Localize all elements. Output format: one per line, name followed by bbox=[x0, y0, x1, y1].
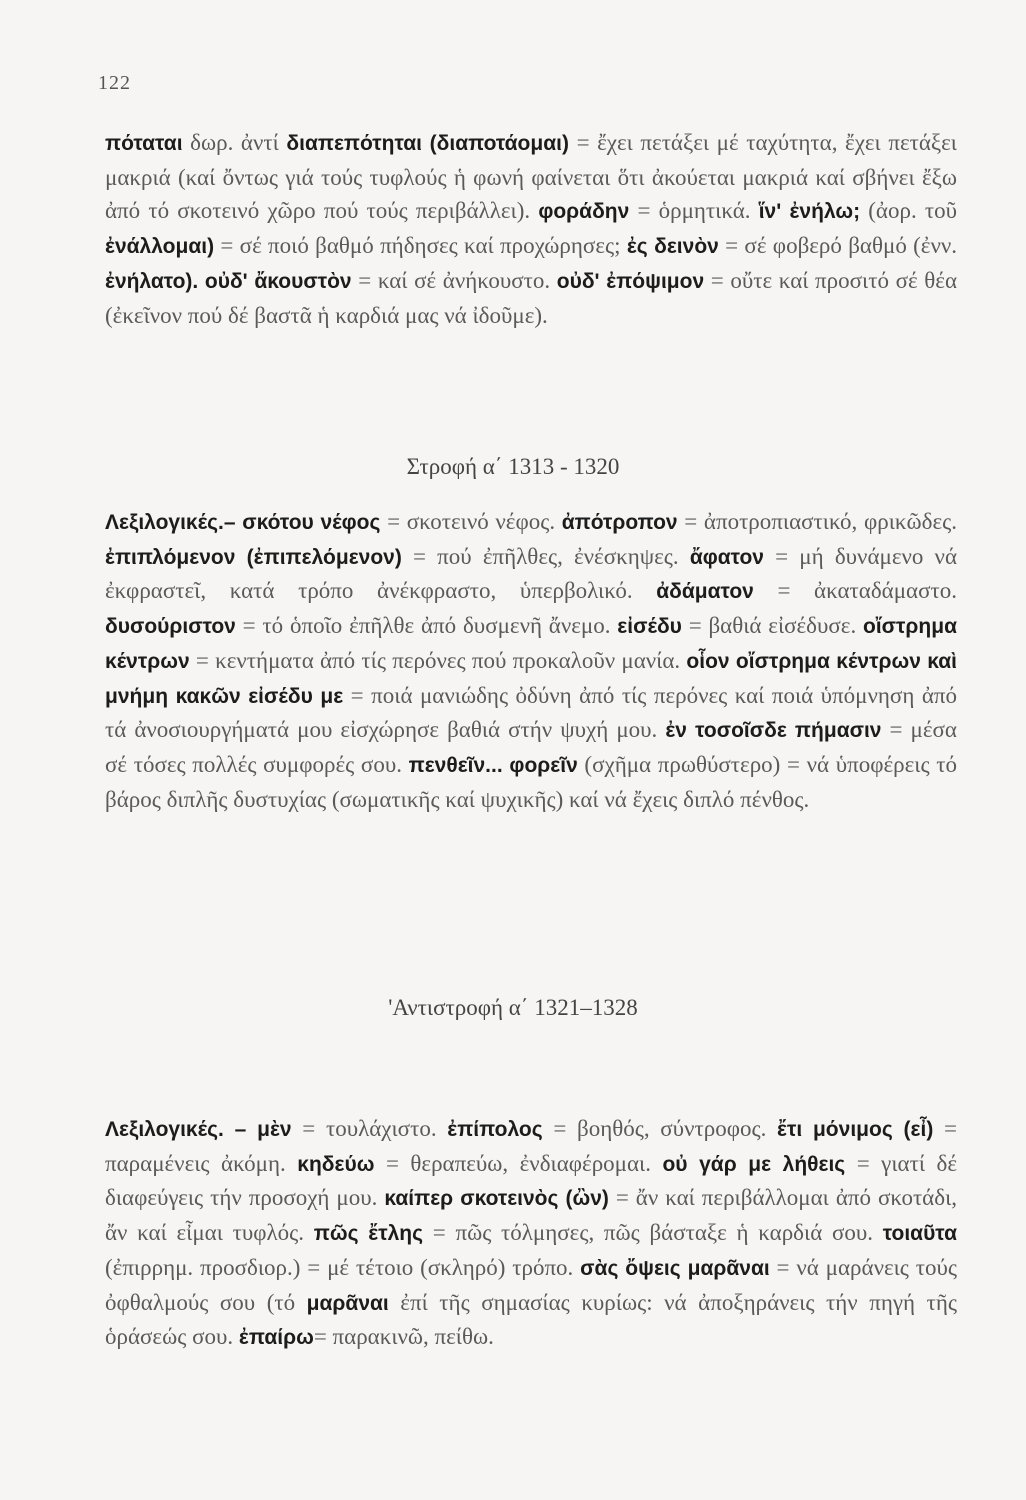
glossary-definition: = βοηθός, σύντροφος. bbox=[542, 1116, 778, 1141]
glossary-term: οἴστρημα κέντρων bbox=[105, 615, 957, 673]
glossary-definition: = νά μαράνεις τούς ὀφθαλμούς σου (τό bbox=[105, 1254, 958, 1315]
glossary-definition: = σέ ποιό βαθμό πήδησες καί προχώρησες; bbox=[214, 233, 627, 259]
glossary-term: οἷον οἴστρημα κέντρων καὶ μνήμη κακῶν εἰσέδυ με bbox=[105, 649, 957, 708]
section-heading-strophe: Στροφή α΄ 1313 - 1320 bbox=[406, 454, 620, 479]
glossary-term: πόταται bbox=[105, 132, 183, 155]
glossary-term: ἐπίπολος bbox=[447, 1118, 543, 1141]
glossary-definition: = παραμένεις ἀκόμη. bbox=[105, 1116, 957, 1176]
glossary-definition: (σχῆμα πρωθύστερο) = νά ὑποφέρεις τό βάρος διπλῆς δυστυχίας (σωματικῆς καί ψυχικῆς) καί νά ἔχεις διπλό πένθος. bbox=[105, 751, 957, 812]
glossary-term: κηδεύω bbox=[297, 1152, 375, 1176]
glossary-definition: = πῶς τόλμησες, πῶς βάσταξε ἡ καρδιά σου. bbox=[423, 1220, 883, 1246]
glossary-definition: = κεντήματα ἀπό τίς περόνες πού προκαλοῦν μανία. bbox=[189, 647, 687, 673]
glossary-definition: = παρακινῶ, πείθω. bbox=[313, 1324, 494, 1350]
glossary-term: ἐνάλλομαι) bbox=[105, 235, 215, 259]
glossary-term: ἐν τοσοῖσδε πήμασιν bbox=[665, 719, 882, 743]
glossary-definition: δωρ. ἀντί bbox=[182, 130, 287, 155]
glossary-definition: = πού ἐπῆλθες, ἐνέσκηψες. bbox=[401, 543, 690, 569]
glossary-definition: = ἀκαταδάμαστο. bbox=[753, 578, 957, 604]
glossary-definition: = ὁρμητικά. bbox=[629, 198, 759, 224]
glossary-term: τοιαῦτα bbox=[882, 1222, 957, 1246]
glossary-definition: = γιατί δέ διαφεύγεις τήν προσοχή μου. bbox=[105, 1150, 957, 1211]
glossary-term: ἐς δεινὸν bbox=[626, 235, 719, 259]
glossary-term: ἀδάματον bbox=[656, 580, 754, 604]
glossary-definition: = τουλάχιστο. bbox=[291, 1116, 448, 1141]
glossary-term: διαπεπότηται (διαποτάομαι) bbox=[286, 132, 569, 155]
glossary-term: καίπερ σκοτεινὸς (ὢν) bbox=[384, 1187, 609, 1211]
glossary-definition: = τό ὁποῖο ἐπῆλθε ἀπό δυσμενῆ ἄνεμο. bbox=[235, 613, 618, 639]
glossary-paragraph-2 bbox=[105, 505, 957, 816]
glossary-term: σὰς ὄψεις μαρᾶναι bbox=[580, 1256, 770, 1280]
glossary-definition: = σέ φοβερό βαθμό (ἐνν. bbox=[718, 233, 958, 259]
section-heading-antistrophe: 'Αντιστροφή α΄ 1321–1328 bbox=[388, 995, 638, 1020]
glossary-definition: = ἄν καί περιβάλλομαι ἀπό σκοτάδι, ἄν καί εἶμαι τυφλός. bbox=[105, 1185, 958, 1246]
glossary-term: οὐδ' ἐπόψιμον bbox=[556, 269, 705, 293]
glossary-definition: (ἐπιρρημ. προσδιορ.) = μέ τέτοιο (σκληρό) τρόπο. bbox=[105, 1254, 581, 1280]
glossary-term: εἰσέδυ bbox=[617, 615, 682, 639]
glossary-term: ἵν' ἐνήλω; bbox=[758, 200, 861, 224]
glossary-definition: = ποιά μανιώδης ὀδύνη ἀπό τίς περόνες καί ποιά ὑπόμνηση ἀπό τά ἀνοσιουργήματά μου εἰσχώρησε βαθιά στήν ψυχή μου. bbox=[105, 682, 957, 743]
glossary-term: ἐνήλατο). bbox=[105, 269, 199, 293]
glossary-term: οὐδ' ἄκουστὸν bbox=[204, 269, 352, 293]
glossary-term: ἄφατον bbox=[689, 545, 764, 569]
glossary-definition: (ἀορ. τοῦ bbox=[860, 198, 957, 224]
glossary-definition: = μέσα σέ τόσες πολλές συμφορές σου. bbox=[105, 717, 957, 777]
glossary-definition: = καί σέ ἀνήκουστο. bbox=[351, 267, 557, 293]
glossary-definition: = θεραπεύω, ἐνδιαφέρομαι. bbox=[374, 1150, 663, 1176]
glossary-definition: = σκοτεινό νέφος. bbox=[380, 509, 562, 534]
glossary-term: φοράδην bbox=[538, 200, 630, 224]
page-number: 122 bbox=[98, 72, 131, 94]
glossary-definition: ἐπί τῆς σημασίας κυρίως: νά ἀποξηράνεις τήν πηγή τῆς ὁράσεώς σου. bbox=[105, 1289, 957, 1350]
glossary-term: Λεξιλογικές.– σκότου νέφος bbox=[105, 511, 381, 534]
glossary-term: ἐπαίρω bbox=[238, 1326, 314, 1350]
glossary-term: πῶς ἔτλης bbox=[313, 1222, 424, 1246]
glossary-definition bbox=[198, 268, 205, 293]
glossary-term: πενθεῖν... φορεῖν bbox=[408, 753, 578, 777]
glossary-definition: = ἔχει πετάξει μέ ταχύτητα, ἔχει πετάξει μακριά (καί ὄντως γιά τούς τυφλούς ἡ φωνή φαίνεται ὅτι ἀκούεται μακριά καί σβήνει ἔξω ἀπό τό σκοτεινό χῶρο πού τούς περιβάλλει). bbox=[105, 130, 957, 224]
glossary-definition: = μή δυνάμενο νά ἐκφραστεῖ, κατά τρόπο ἀνέκφραστο, ὑπερβολικό. bbox=[105, 543, 957, 604]
glossary-term: ἐπιπλόμενον (ἐπιπελόμενον) bbox=[105, 545, 402, 569]
glossary-definition: = ἀποτροπιαστικό, φρικῶδες. bbox=[677, 509, 957, 534]
glossary-term: ἀπότροπον bbox=[561, 511, 678, 534]
glossary-term: ἔτι μόνιμος (εἶ) bbox=[777, 1118, 934, 1141]
glossary-term: οὐ γάρ με λήθεις bbox=[662, 1152, 846, 1176]
glossary-paragraph-1 bbox=[105, 126, 957, 332]
glossary-term: δυσούριστον bbox=[105, 615, 236, 639]
glossary-definition: = οὔτε καί προσιτό σέ θέα (ἐκεῖνον πού δέ βαστᾶ ἡ καρδιά μας νά ἰδοῦμε). bbox=[105, 267, 958, 328]
glossary-term: μαρᾶναι bbox=[306, 1291, 389, 1315]
glossary-definition: = βαθιά εἰσέδυσε. bbox=[681, 613, 864, 639]
glossary-paragraph-3 bbox=[105, 1112, 957, 1355]
glossary-term: Λεξιλογικές. – μὲν bbox=[105, 1118, 292, 1141]
